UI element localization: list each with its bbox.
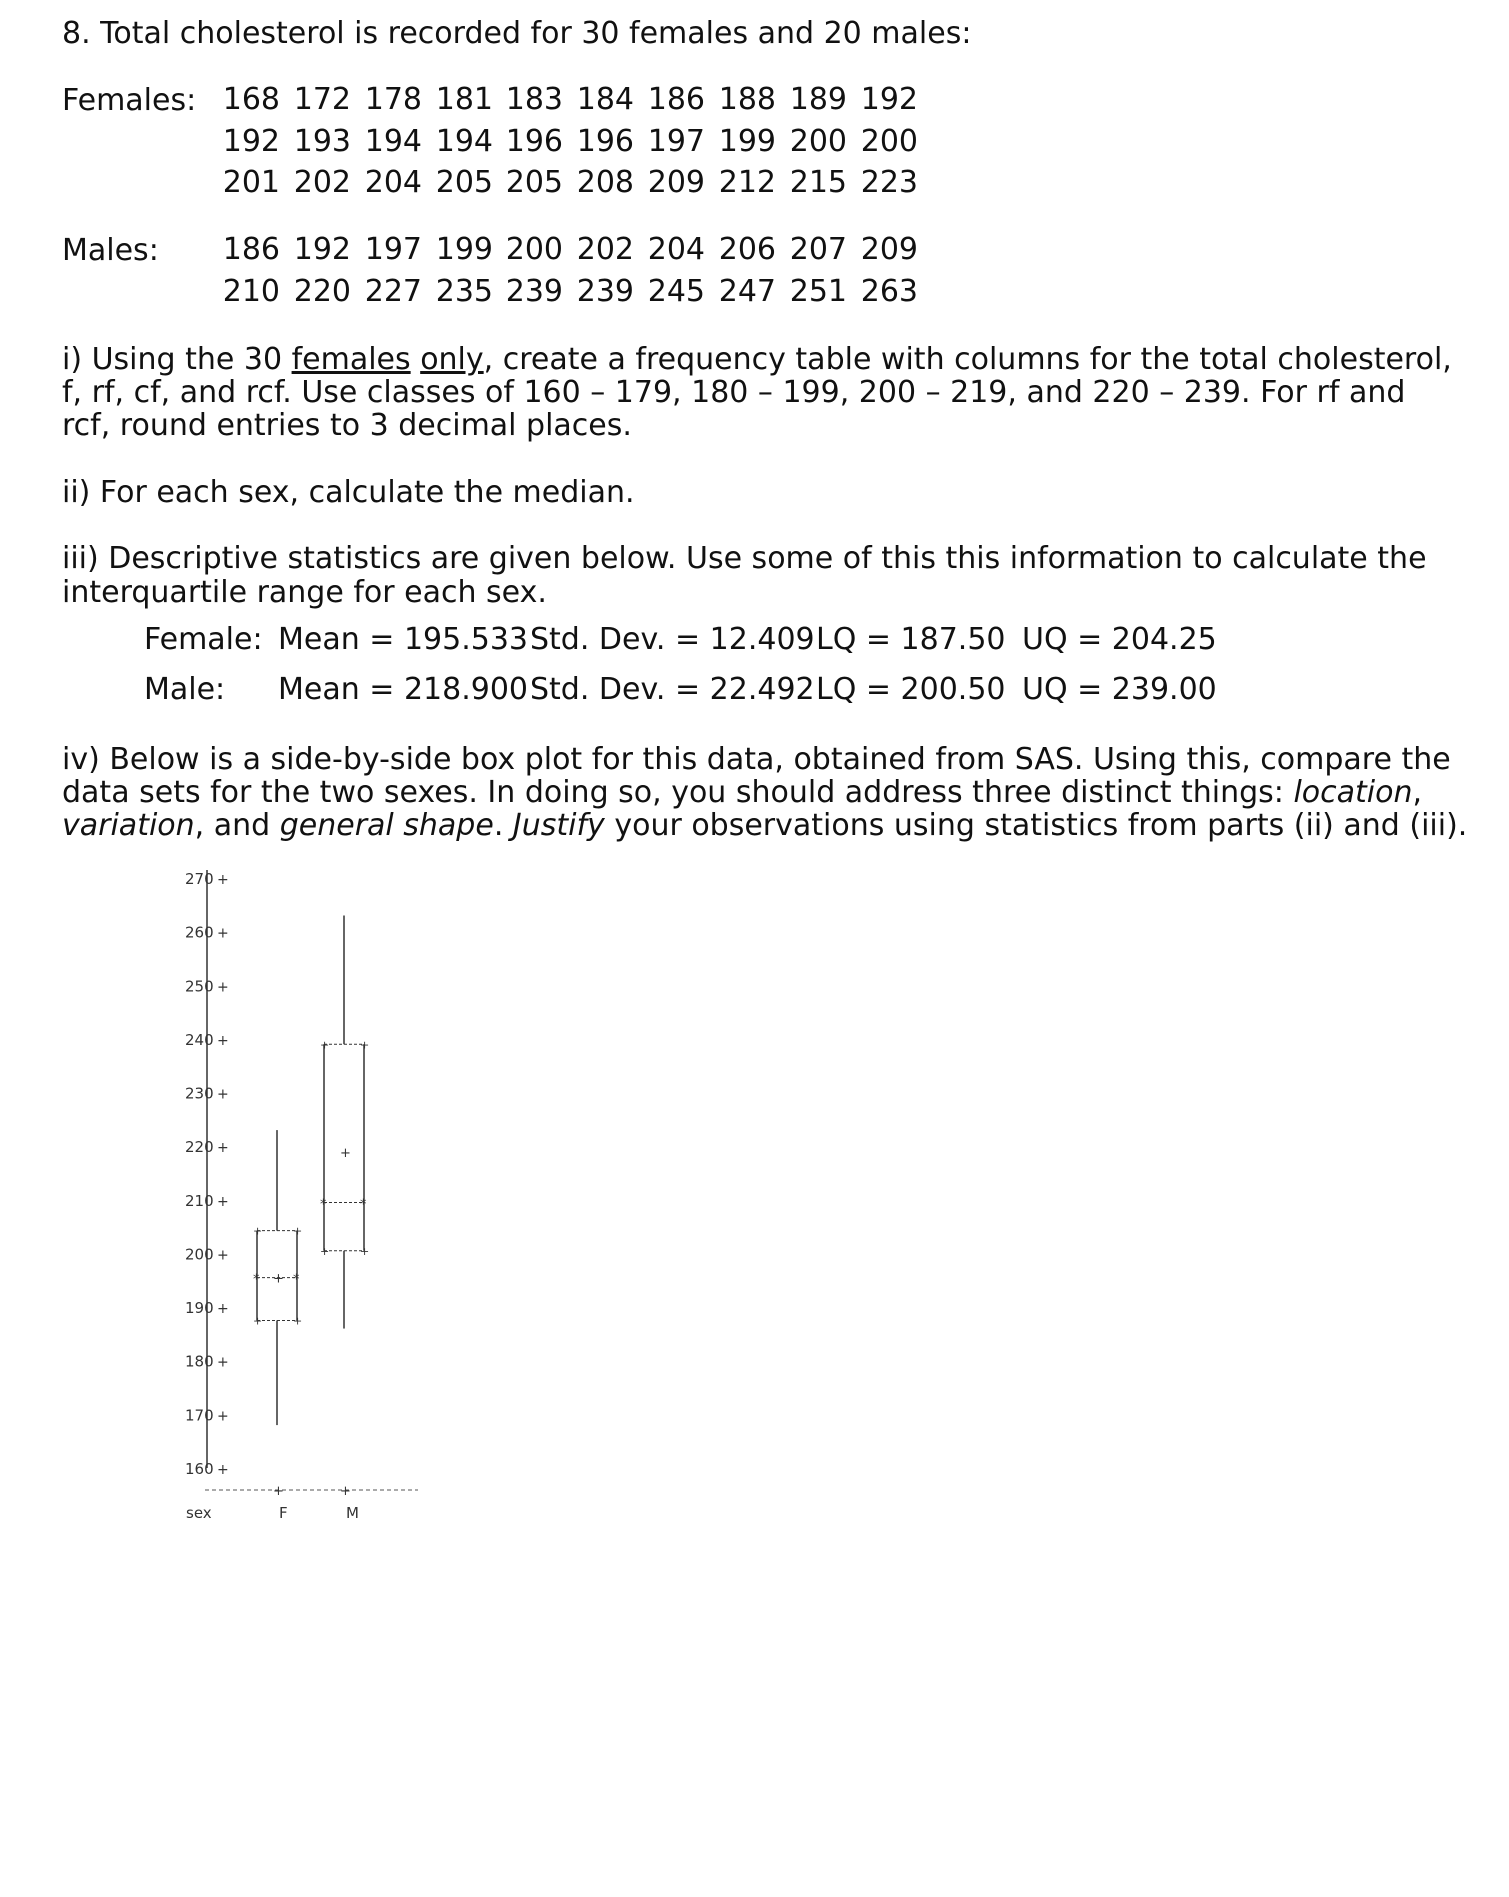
y-tick-mark: + [217, 1247, 229, 1264]
females-value: 215 [789, 165, 847, 200]
males-value: 199 [435, 232, 493, 267]
side-by-side-box-plot [150, 858, 450, 1538]
males-value: 202 [576, 232, 634, 267]
box-corner-m: + [360, 1244, 370, 1258]
males-value: 186 [222, 232, 280, 267]
box-corner-f: + [253, 1314, 263, 1328]
y-tick-mark: + [217, 979, 229, 996]
stats-female-sd: Std. Dev. = 12.409 [530, 622, 815, 657]
females-value: 200 [789, 123, 847, 159]
y-tick-label: 250 [185, 977, 214, 996]
females-value: 192 [222, 123, 280, 159]
term-general-shape: general shape [279, 808, 494, 843]
part-iii-line2: interquartile range for each sex. [62, 575, 547, 610]
females-value: 172 [293, 82, 351, 117]
males-value: 197 [364, 232, 422, 267]
y-tick-mark: + [217, 1140, 229, 1157]
stats-female-mean: Mean = 195.533 [278, 622, 529, 657]
term-location: location [1293, 775, 1413, 810]
x-tick-mark: + [273, 1484, 284, 1499]
females-value: 202 [293, 165, 351, 200]
y-tick-label: 180 [185, 1352, 214, 1371]
box-corner-m: + [320, 1244, 330, 1258]
males-value: 220 [293, 273, 351, 309]
question-title: 8. Total cholesterol is recorded for 30 females and 20 males: [62, 16, 972, 51]
part-i-line2: f, rf, cf, and rcf. Use classes of 160 – 179, 180 – 199, 200 – 219, and 220 – 239. For rf and [62, 375, 1406, 410]
males-value: 200 [505, 232, 563, 267]
females-value: 223 [860, 165, 918, 200]
y-tick-label: 200 [185, 1245, 214, 1264]
males-value: 207 [789, 232, 847, 267]
females-value: 188 [718, 82, 776, 117]
box-corner-m: + [360, 1038, 370, 1052]
y-tick-label: 270 [185, 870, 214, 888]
females-value: 194 [364, 123, 422, 159]
females-value: 168 [222, 82, 280, 117]
females-value: 197 [647, 123, 705, 159]
median-marker-f: * [293, 1272, 300, 1288]
stats-male-lq: LQ = 200.50 [816, 672, 1006, 707]
females-value: 200 [860, 123, 918, 159]
females-label: Females: [62, 83, 197, 118]
females-value: 199 [718, 123, 776, 159]
females-value: 201 [222, 165, 280, 200]
y-tick-label: 160 [185, 1460, 214, 1478]
mean-marker-f: + [273, 1271, 284, 1287]
females-value: 205 [435, 165, 493, 200]
stats-male-label: Male: [144, 672, 226, 707]
box-corner-f: + [293, 1314, 303, 1328]
part-iv-line1: iv) Below is a side-by-side box plot for this data, obtained from SAS. Using this, compare the [62, 742, 1451, 777]
median-marker-f: * [253, 1272, 260, 1288]
category-label-f: F [279, 1504, 288, 1522]
males-value: 239 [576, 273, 634, 309]
y-tick-mark: + [217, 1193, 229, 1210]
females-value: 189 [789, 82, 847, 117]
y-tick-mark: + [217, 1086, 229, 1103]
females-value: 196 [505, 123, 563, 159]
part-i-line3: rcf, round entries to 3 decimal places. [62, 408, 632, 443]
females-value: 196 [576, 123, 634, 159]
females-value: 183 [505, 82, 563, 117]
males-value: 235 [435, 273, 493, 309]
y-tick-label: 220 [185, 1138, 214, 1157]
females-value: 209 [647, 165, 705, 200]
y-tick-mark: + [217, 872, 229, 888]
stats-male-mean: Mean = 218.900 [278, 672, 529, 707]
males-value: 263 [860, 273, 918, 309]
part-iv-line3: variation, and general shape. Justify your observations using statistics from parts (ii) and (iii). [62, 808, 1468, 843]
part-i-line1: i) Using the 30 females only, create a frequency table with columns for the total cholesterol, [62, 342, 1452, 377]
males-value: 245 [647, 273, 705, 309]
females-value: 194 [435, 123, 493, 159]
y-tick-mark: + [217, 1301, 229, 1318]
females-value: 181 [435, 82, 493, 117]
y-tick-mark: + [217, 1032, 229, 1049]
y-tick-label: 230 [185, 1084, 214, 1103]
males-value: 239 [505, 273, 563, 309]
underlined-only: only [420, 342, 484, 377]
box-corner-m: + [320, 1038, 330, 1052]
females-value: 205 [505, 165, 563, 200]
category-label-m: M [346, 1504, 359, 1522]
y-tick-mark: + [217, 1408, 229, 1425]
males-value: 209 [860, 232, 918, 267]
box-corner-f: + [253, 1224, 263, 1238]
females-value: 204 [364, 165, 422, 200]
males-value: 247 [718, 273, 776, 309]
y-tick-label: 210 [185, 1191, 214, 1210]
females-value: 212 [718, 165, 776, 200]
stats-female-uq: UQ = 204.25 [1022, 622, 1217, 657]
y-tick-mark: + [217, 1354, 229, 1371]
females-value: 184 [576, 82, 634, 117]
stats-female-label: Female: [144, 622, 263, 657]
males-value: 204 [647, 232, 705, 267]
x-tick-mark: + [340, 1484, 351, 1499]
underlined-females: females [291, 342, 411, 377]
stats-female-lq: LQ = 187.50 [816, 622, 1006, 657]
mean-marker-m: + [340, 1146, 351, 1162]
males-value: 227 [364, 273, 422, 309]
box-corner-f: + [293, 1224, 303, 1238]
term-variation: variation [62, 808, 195, 843]
females-value: 186 [647, 82, 705, 117]
males-value: 251 [789, 273, 847, 309]
part-ii: ii) For each sex, calculate the median. [62, 475, 635, 510]
females-value: 208 [576, 165, 634, 200]
term-justify: Justify [512, 808, 605, 843]
y-tick-label: 240 [185, 1030, 214, 1049]
y-tick-mark: + [217, 925, 229, 942]
y-tick-label: 260 [185, 923, 214, 942]
x-axis-label: sex [186, 1504, 212, 1522]
median-marker-m: * [320, 1197, 327, 1213]
females-value: 192 [860, 82, 918, 117]
females-value: 193 [293, 123, 351, 159]
males-value: 192 [293, 232, 351, 267]
part-iii-line1: iii) Descriptive statistics are given below. Use some of this this information to calculate the [62, 541, 1427, 576]
y-tick-label: 170 [185, 1406, 214, 1425]
stats-male-sd: Std. Dev. = 22.492 [530, 672, 815, 707]
females-value: 178 [364, 82, 422, 117]
stats-male-uq: UQ = 239.00 [1022, 672, 1217, 707]
median-marker-m: * [360, 1197, 367, 1213]
y-tick-label: 190 [185, 1299, 214, 1318]
y-tick-mark: + [217, 1462, 229, 1478]
part-iv-line2: data sets for the two sexes. In doing so, you should address three distinct things: location, [62, 775, 1423, 810]
males-value: 210 [222, 273, 280, 309]
males-label: Males: [62, 233, 159, 268]
males-value: 206 [718, 232, 776, 267]
